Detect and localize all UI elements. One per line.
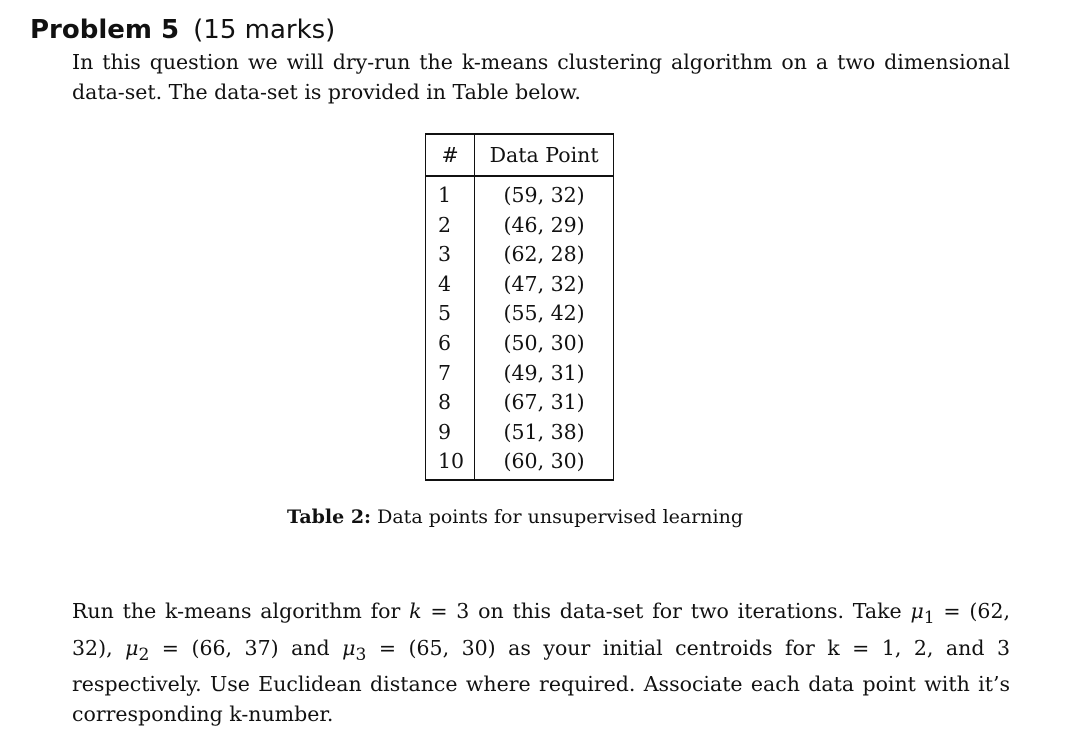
table-row (426, 299, 614, 329)
instructions-text: Run the k-means algorithm for (72, 599, 410, 623)
row-number: 4 (426, 270, 475, 300)
row-number: 5 (426, 299, 475, 329)
problem-title: Problem 5 (30, 15, 180, 45)
table-row (426, 240, 614, 270)
row-data-point: (62, 28) (475, 240, 614, 270)
problem-marks: (15 marks) (193, 15, 336, 45)
row-number: 6 (426, 329, 475, 359)
table-row (426, 447, 614, 480)
instructions-text: = 3 on this data-set for two iterations. Take (421, 599, 911, 623)
mu2-value: = (66, 37) and (149, 635, 343, 660)
instructions-paragraph (72, 597, 1010, 729)
row-number: 10 (426, 447, 475, 480)
data-table (425, 133, 614, 481)
table-row (426, 329, 614, 359)
header-data-point: Data Point (475, 134, 614, 176)
row-data-point: (60, 30) (475, 447, 614, 480)
row-data-point: (59, 32) (475, 176, 614, 211)
mu2-symbol: μ (125, 635, 139, 660)
k-symbol: k (409, 599, 422, 623)
table-row (426, 176, 614, 211)
mu1-subscript: 1 (923, 608, 935, 629)
table-row (426, 359, 614, 389)
row-data-point: (51, 38) (475, 418, 614, 448)
mu3-value: = (65, 30) as your initial centroids for k = 1, 2, and 3 respectively. Use Euclidean distance where required. Associate each data point with it’s corresponding k-number. (72, 635, 1010, 726)
row-number: 8 (426, 388, 475, 418)
header-number: # (426, 134, 475, 176)
row-number: 2 (426, 211, 475, 241)
row-number: 1 (426, 176, 475, 211)
mu3-symbol: μ (342, 635, 356, 660)
table-row (426, 211, 614, 241)
problem-heading (30, 12, 335, 48)
caption-text: Data points for unsupervised learning (377, 506, 744, 528)
intro-paragraph: In this question we will dry-run the k-means clustering algorithm on a two dimensional data-set. The data-set is provided in Table below. (72, 50, 1010, 104)
row-number: 3 (426, 240, 475, 270)
table-caption (287, 503, 743, 531)
table-row (426, 418, 614, 448)
mu1-value: = (62, 32), (72, 599, 1011, 660)
row-data-point: (50, 30) (475, 329, 614, 359)
table-row (426, 388, 614, 418)
row-data-point: (47, 32) (475, 270, 614, 300)
row-number: 7 (426, 359, 475, 389)
row-data-point: (55, 42) (475, 299, 614, 329)
row-data-point: (67, 31) (475, 388, 614, 418)
mu1-symbol: μ (910, 599, 924, 623)
row-data-point: (49, 31) (475, 359, 614, 389)
caption-label: Table 2: (287, 506, 372, 528)
mu2-subscript: 2 (138, 644, 150, 665)
mu3-subscript: 3 (355, 644, 367, 665)
row-data-point: (46, 29) (475, 211, 614, 241)
table-row (426, 270, 614, 300)
row-number: 9 (426, 418, 475, 448)
table-header-row (426, 134, 614, 176)
